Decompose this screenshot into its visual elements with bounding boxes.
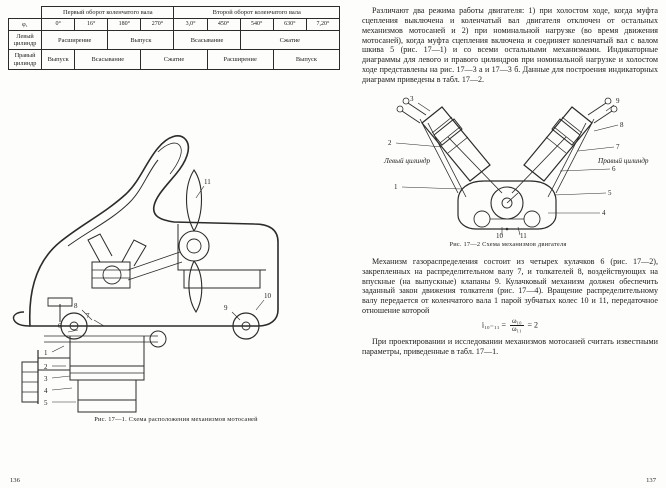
fig2-callout-3: 3 xyxy=(410,94,414,103)
formula-denominator: ω₁₁ xyxy=(512,325,522,334)
angle-cell-2: 180° xyxy=(108,19,141,31)
angle-cell-4: 3,0° xyxy=(174,19,207,31)
formula-numerator: ω₁₀ xyxy=(512,317,522,326)
figure-2-caption: Рис. 17—2 Схема механизмов двигателя xyxy=(449,240,567,248)
fig2-label-left-cylinder: Левый цилиндр xyxy=(384,156,431,165)
phase-right-2: Сжатие xyxy=(141,50,207,69)
phase-left-0: Расширение xyxy=(42,31,108,50)
fig2-callout-2: 2 xyxy=(388,138,392,147)
callout-6: 6 xyxy=(58,321,62,330)
paragraph-operating-modes: Различают два режима работы двигателя: 1) при холостом ходе, когда муфта сцепления выключена и коленчатый вал двигателя отключен от остальных механизмов мотосаней и 2) при номинальной нагрузке (во время движения мотосаней), когда муфта сцепления включена и соединяет коленчатый вал с валом шкива 5 (рис. 17—1) и со всеми остальными механизмами. Индикаторные диаграммы для левого и правого цилиндров при номинальной нагрузке и холостом ходе представлены на рис. 17—3 а и 17—3 б. Данные для построения индикаторных диаграмм приведены в табл. 17—2. xyxy=(362,6,658,85)
angle-cell-0: 0° xyxy=(42,19,75,31)
callout-4: 4 xyxy=(44,386,48,395)
angle-cell-5: 450° xyxy=(207,19,240,31)
formula-fraction xyxy=(510,318,524,334)
header-first-revolution: Первый оборот коленчатого вала xyxy=(42,7,174,19)
figure-1-caption: Рис. 17—1. Схема расположения механизмов мотосаней xyxy=(94,415,258,423)
right-column xyxy=(358,0,666,488)
angle-cell-3: 270° xyxy=(141,19,174,31)
fig2-callout-5: 5 xyxy=(608,188,612,197)
angle-cell-8: 7,20° xyxy=(306,19,339,31)
figure-1-drawing xyxy=(8,74,344,414)
folio-left: 136 xyxy=(10,477,20,484)
phase-left-3: Сжатие xyxy=(240,31,339,50)
callout-5: 5 xyxy=(44,398,48,407)
callout-11: 11 xyxy=(204,177,211,186)
figure-snowmobile-layout xyxy=(8,74,344,434)
fig2-callout-6: 6 xyxy=(612,164,616,173)
header-second-revolution: Второй оборот коленчатого вала xyxy=(174,7,340,19)
callout-9: 9 xyxy=(224,303,228,312)
phase-right-0: Выпуск xyxy=(42,50,75,69)
callout-1: 1 xyxy=(44,348,48,357)
table-row-right-cylinder xyxy=(9,50,340,69)
fig2-callout-9: 9 xyxy=(616,96,620,105)
table-header-row xyxy=(9,7,340,19)
fig2-callout-11: 11 xyxy=(520,231,527,239)
phase-left-2: Всасывание xyxy=(174,31,240,50)
formula-rhs: = 2 xyxy=(527,320,539,330)
angle-cell-7: 630° xyxy=(273,19,306,31)
angle-cell-1: 16° xyxy=(75,19,108,31)
figure-engine-mechanism xyxy=(362,89,654,257)
gear-ratio-formula xyxy=(362,318,658,334)
callout-10: 10 xyxy=(264,291,271,300)
callout-2: 2 xyxy=(44,362,48,371)
angle-row-label: φ₁ xyxy=(9,19,42,31)
paragraph-valve-gear: Механизм газораспределения состоит из четырех кулачков 6 (рис. 17—2), закрепленных на распределительном валу 7, и толкателей 8, воздействующих на впускные (на выпускные) клапаны 9. Кулачковый механизм должен обеспечить заданный закон движения толкателя (рис. 17—4). Вращение распределительному валу передается от коленчатого вала 1 парой зубчатых колес 10 и 11, передаточное отношение которой xyxy=(362,256,658,316)
fig2-callout-10: 10 xyxy=(496,231,503,239)
fig2-callout-8: 8 xyxy=(620,120,624,129)
phase-right-4: Выпуск xyxy=(273,50,339,69)
callout-3: 3 xyxy=(44,374,48,383)
formula-lhs: i₁₀₋₁₁ = xyxy=(481,320,507,330)
row-label-left-cylinder: Левый цилиндр xyxy=(9,31,42,50)
table-angle-row xyxy=(9,19,340,31)
phase-right-3: Расширение xyxy=(207,50,273,69)
figure-2-drawing xyxy=(362,89,654,239)
row-label-right-cylinder: Правый цилиндр xyxy=(9,50,42,69)
fig2-callout-1: 1 xyxy=(394,182,398,191)
corner-cell xyxy=(9,7,42,19)
fig2-callout-4: 4 xyxy=(602,208,606,217)
table-row-left-cylinder xyxy=(9,31,340,50)
callout-8: 8 xyxy=(74,301,78,310)
paragraph-design-params: При проектировании и исследовании механизмов мотосаней считать известными параметры, приведенные в табл. 17—1. xyxy=(362,336,658,356)
fig2-label-right-cylinder: Правый цилиндр xyxy=(598,156,649,165)
valve-timing-table xyxy=(8,6,340,70)
folio-right: 137 xyxy=(646,477,656,484)
phase-right-1: Всасывание xyxy=(75,50,141,69)
fig2-callout-7: 7 xyxy=(616,142,620,151)
phase-left-1: Выпуск xyxy=(108,31,174,50)
angle-cell-6: 540° xyxy=(240,19,273,31)
callout-7: 7 xyxy=(86,311,90,320)
